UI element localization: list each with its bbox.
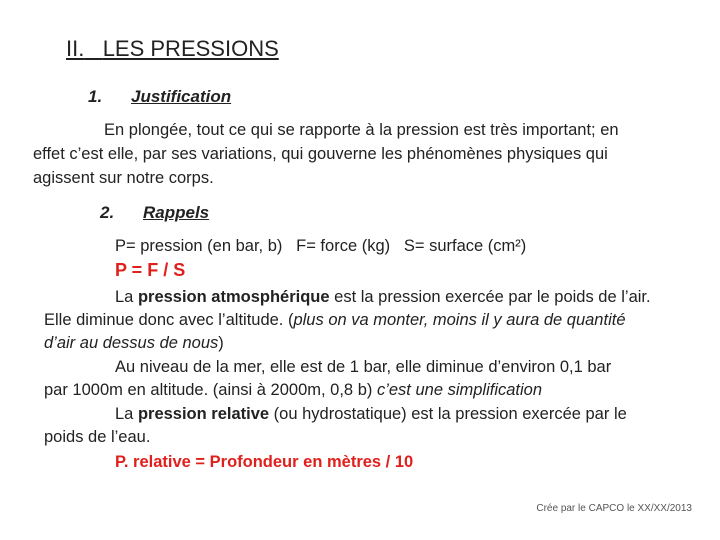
relative-formula: P. relative = Profondeur en mètres / 10: [115, 453, 414, 471]
sea-level-line-2: par 1000m en altitude. (ainsi à 2000m, 0,8 b) c’est une simplification: [44, 381, 543, 399]
atmospheric-line-1: La pression atmosphérique est la pression exercée par le poids de l’air.: [115, 288, 651, 306]
paragraph-line: En plongée, tout ce qui se rapporte à la pression est très important; en: [104, 121, 619, 139]
subsection-1-number: 1.: [88, 87, 103, 106]
relative-line-1: La pression relative (ou hydrostatique) est la pression exercée par le: [115, 405, 627, 423]
section-title: [66, 36, 279, 62]
subsection-1-title: Justification: [131, 87, 232, 106]
sea-level-line-1: Au niveau de la mer, elle est de 1 bar, elle diminue d’environ 0,1 bar: [115, 358, 612, 376]
section-number: II.: [66, 36, 85, 61]
atmospheric-line-2: Elle diminue donc avec l’altitude. (plus on va monter, moins il y aura de quantité: [44, 311, 626, 329]
relative-term: pression relative: [137, 405, 270, 423]
footer-credit: Crée par le CAPCO le XX/XX/2013: [536, 503, 692, 514]
definitions-line: P= pression (en bar, b) F= force (kg) S= surface (cm²): [115, 237, 527, 255]
formula-pfs: P = F / S: [115, 260, 186, 280]
paragraph-line: effet c’est elle, par ses variations, qui gouverne les phénomènes physiques qui: [33, 145, 608, 163]
relative-line-2: poids de l’eau.: [44, 428, 151, 446]
subsection-2-number: 2.: [100, 203, 115, 222]
atmospheric-line-3: d’air au dessus de nous): [44, 334, 224, 352]
paragraph-line: agissent sur notre corps.: [33, 169, 214, 187]
subsection-2-title: Rappels: [143, 203, 210, 222]
section-title-text: LES PRESSIONS: [102, 36, 279, 61]
atmospheric-term: pression atmosphérique: [137, 288, 330, 306]
